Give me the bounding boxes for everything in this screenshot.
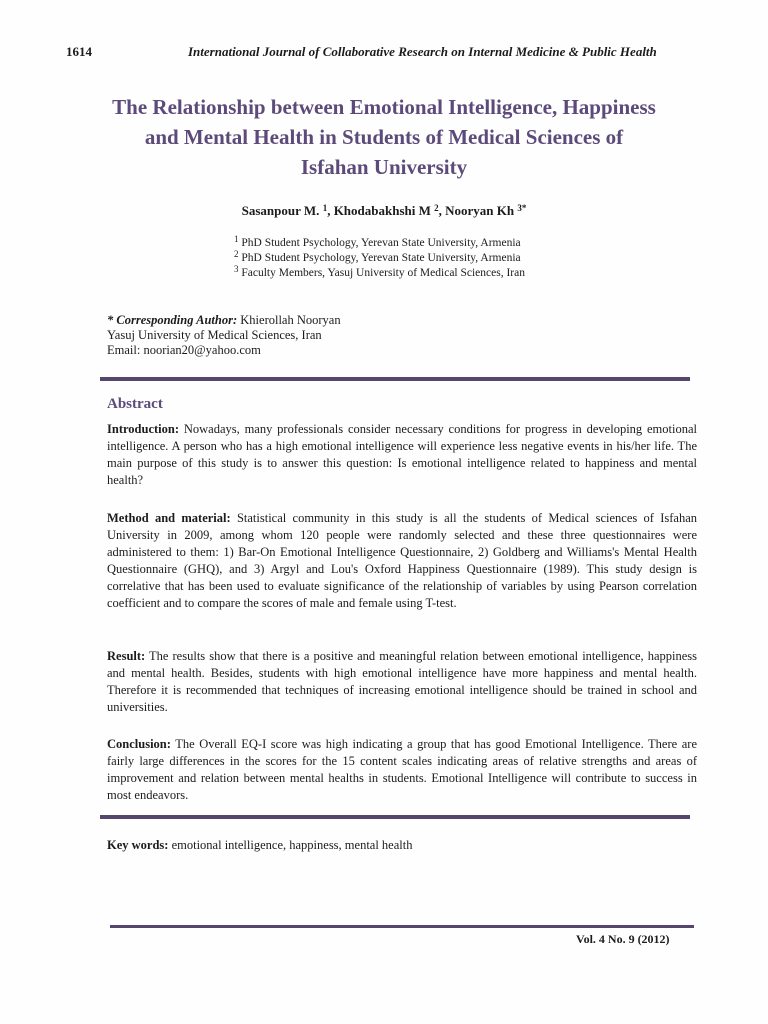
keywords-label: Key words: — [107, 838, 169, 852]
affiliation-text: Faculty Members, Yasuj University of Medical Sciences, Iran — [238, 267, 525, 279]
affiliation — [234, 266, 525, 281]
abstract-method — [107, 510, 697, 612]
corresponding-author — [107, 313, 341, 358]
footer-divider — [110, 925, 694, 928]
author-affiliation-mark: 2 — [434, 203, 439, 213]
title-line: The Relationship between Emotional Intelligence, Happiness — [112, 95, 656, 119]
author-name: Sasanpour M. — [241, 203, 323, 218]
author-name: Khodabakhshi M — [333, 203, 435, 218]
corresponding-institution: Yasuj University of Medical Sciences, Iran — [107, 328, 322, 342]
author-separator: , — [327, 203, 334, 218]
author-name: Nooryan Kh — [445, 203, 518, 218]
keywords — [107, 838, 412, 853]
affiliation-mark: 3 — [234, 264, 239, 274]
article-title — [60, 92, 708, 182]
affiliation-list — [234, 236, 525, 281]
section-text: Statistical community in this study is all the students of Medical sciences of Isfahan University in 2009, among whom 120 people were randomly selected and these three questionnaires were administered to them: 1) Bar-On Emotional Intelligence Questionnaire, 2) Goldberg and Williams's Mental Health Questionnaire (GHQ), and 3) Argyl and Lou's Oxford Happiness Questionnaire (1989). This study design is correlative that has been used to evaluate significance of the relationship of variables by using Pearson correlation coefficient and to compare the scores of male and female using T-test. — [107, 511, 697, 610]
abstract-conclusion — [107, 736, 697, 804]
section-text: Nowadays, many professionals consider necessary conditions for progress in developing emotional intelligence. A person who has a high emotional intelligence will experience less negative events in his/her life. The main purpose of this study is to answer this question: Is emotional intelligence related to happiness and mental health? — [107, 422, 697, 487]
author-list — [0, 203, 768, 219]
corresponding-name: Khierollah Nooryan — [237, 313, 341, 327]
journal-title: International Journal of Collaborative Research on Internal Medicine & Public Health — [188, 44, 657, 59]
affiliation-text: PhD Student Psychology, Yerevan State University, Armenia — [238, 252, 521, 264]
corresponding-email: Email: noorian20@yahoo.com — [107, 343, 261, 357]
keywords-text: emotional intelligence, happiness, mental health — [168, 838, 413, 852]
affiliation — [234, 251, 525, 266]
affiliation — [234, 236, 525, 251]
author-affiliation-mark: 3* — [517, 203, 527, 213]
section-label: Introduction: — [107, 422, 180, 436]
abstract-heading: Abstract — [107, 396, 163, 412]
section-divider — [100, 815, 690, 819]
affiliation-mark: 2 — [234, 249, 239, 259]
author-affiliation-mark: 1 — [322, 203, 328, 213]
affiliation-text: PhD Student Psychology, Yerevan State University, Armenia — [238, 237, 521, 249]
abstract-introduction — [107, 421, 697, 489]
section-text: The Overall EQ-I score was high indicating a group that has good Emotional Intelligence. There are fairly large differences in the scores for the 15 content scales indicating areas of relative strengths and areas of improvement and relation between mental healths in students. Emotional Intelligence will contribute to success in most endeavors. — [107, 737, 697, 802]
section-divider — [100, 377, 690, 381]
page-number: 1614 — [66, 44, 92, 59]
section-text: The results show that there is a positive and meaningful relation between emotional intelligence, happiness and mental health. Besides, students with high emotional intelligence have more happiness and mental health. Therefore it is recommended that techniques of increasing emotional intelligence should be trained in school and universities. — [107, 649, 697, 714]
section-label: Method and material: — [107, 511, 231, 525]
corresponding-label: * Corresponding Author: — [107, 313, 238, 327]
volume-info: Vol. 4 No. 9 (2012) — [576, 932, 670, 946]
author-separator: , — [438, 203, 446, 218]
section-label: Conclusion: — [107, 737, 171, 751]
abstract-result — [107, 648, 697, 716]
affiliation-mark: 1 — [234, 234, 239, 244]
title-line: and Mental Health in Students of Medical Sciences of — [144, 125, 624, 149]
section-label: Result: — [107, 649, 146, 663]
title-line: Isfahan University — [300, 155, 468, 179]
